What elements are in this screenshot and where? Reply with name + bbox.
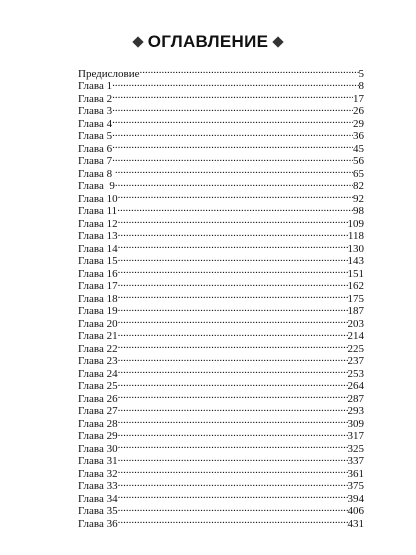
dot-leader [118, 452, 348, 465]
toc-heading [0, 30, 416, 54]
toc-entry-label: Глава 34 [78, 492, 118, 505]
dot-leader [118, 464, 348, 477]
toc-entry-page-number: 8 [358, 80, 364, 92]
toc-entry-label: Глава 24 [78, 367, 118, 380]
toc-entry-page-number: 56 [353, 155, 364, 167]
toc-entry-page-number: 361 [347, 467, 364, 480]
toc-entry-page-number: 375 [347, 480, 364, 492]
toc-entry-page-number: 98 [353, 205, 364, 217]
toc-entry-page-number: 337 [347, 455, 364, 467]
toc-entry-label: Глава 17 [78, 280, 118, 292]
dot-leader [118, 377, 348, 390]
toc-entry[interactable] [78, 489, 364, 505]
toc-entry-label: Глава 2 [78, 92, 113, 105]
toc-entry[interactable] [78, 327, 364, 340]
dot-leader [118, 264, 348, 277]
toc-entry-label: Глава 16 [78, 267, 118, 280]
toc-entry[interactable] [78, 102, 364, 115]
toc-entry-page-number: 293 [347, 405, 364, 417]
dot-leader [118, 514, 348, 527]
toc-entry[interactable] [78, 114, 364, 130]
toc-entry-label: Глава 28 [78, 417, 118, 430]
toc-entry[interactable] [78, 339, 364, 355]
dot-leader [118, 314, 348, 327]
toc-entry-page-number: 29 [353, 117, 364, 130]
toc-entry-label: Глава 12 [78, 217, 118, 230]
toc-entry-page-number: 406 [347, 505, 364, 517]
toc-entry[interactable] [78, 239, 364, 255]
toc-entry[interactable] [78, 477, 364, 490]
toc-entry-label: Глава 14 [78, 242, 118, 255]
dot-leader [118, 339, 348, 352]
toc-entry-page-number: 187 [347, 305, 364, 317]
toc-entry-label: Глава 3 [78, 105, 113, 117]
toc-entry-label: Глава 19 [78, 305, 118, 317]
toc-entry[interactable] [78, 77, 364, 90]
dot-leader [115, 177, 353, 190]
dot-leader [112, 114, 353, 127]
dot-leader [118, 227, 348, 240]
diamond-icon [273, 36, 284, 47]
toc-entry-page-number: 36 [353, 130, 364, 142]
dot-leader [112, 89, 353, 102]
toc-entry-label: Глава 31 [78, 455, 118, 467]
toc-entry-page-number: 309 [347, 417, 364, 430]
dot-leader [112, 77, 358, 90]
toc-entry[interactable] [78, 64, 364, 80]
toc-entry-label: Глава 13 [78, 230, 118, 242]
toc-entry-page-number: 253 [347, 367, 364, 380]
dot-leader [117, 202, 353, 215]
toc-entry-label: Глава 1 [78, 80, 113, 92]
toc-entry-page-number: 317 [347, 430, 364, 442]
toc-entry-page-number: 65 [353, 167, 364, 180]
toc-entry[interactable] [78, 439, 364, 455]
toc-entry-label: Глава 4 [78, 117, 113, 130]
dot-leader [118, 439, 348, 452]
toc-entry-label: Глава 20 [78, 317, 118, 330]
dot-leader [140, 64, 359, 77]
dot-leader [118, 427, 348, 440]
toc-entry[interactable] [78, 252, 364, 265]
toc-entry[interactable] [78, 227, 364, 240]
toc-entry-label: Глава 29 [78, 430, 118, 442]
dot-leader [118, 252, 348, 265]
toc-entry-label: Глава 22 [78, 342, 118, 355]
toc-entry-label: Глава 21 [78, 330, 118, 342]
toc-entry-label: Глава 35 [78, 505, 118, 517]
dot-leader [118, 302, 348, 315]
toc-entry-page-number: 203 [347, 317, 364, 330]
toc-entry-page-number: 431 [347, 517, 364, 530]
toc-entry-label: Глава 33 [78, 480, 118, 492]
toc-entry-page-number: 26 [353, 105, 364, 117]
toc-entry-label: Глава 9 [78, 180, 115, 192]
toc-entry-page-number: 151 [347, 267, 364, 280]
toc-entry-page-number: 5 [358, 67, 364, 80]
dot-leader [118, 477, 348, 490]
toc-entry[interactable] [78, 214, 364, 230]
toc-entry[interactable] [78, 427, 364, 440]
toc-entry-page-number: 237 [347, 355, 364, 367]
toc-entry-label: Глава 32 [78, 467, 118, 480]
toc-entry[interactable] [78, 89, 364, 105]
toc-entry[interactable] [78, 189, 364, 205]
table-of-contents [78, 64, 364, 530]
toc-entry[interactable] [78, 177, 364, 190]
toc-entry-page-number: 92 [353, 192, 364, 205]
toc-entry-page-number: 130 [347, 242, 364, 255]
dot-leader [118, 189, 353, 202]
toc-entry-label: Глава 15 [78, 255, 118, 267]
dot-leader [118, 352, 348, 365]
dot-leader [118, 289, 348, 302]
toc-entry-page-number: 325 [347, 442, 364, 455]
toc-entry[interactable] [78, 202, 364, 215]
toc-entry[interactable] [78, 514, 364, 530]
toc-entry-page-number: 109 [347, 217, 364, 230]
dot-leader [112, 127, 353, 140]
toc-entry-label: Глава 6 [78, 142, 113, 155]
toc-entry-page-number: 82 [353, 180, 364, 192]
toc-entry-label: Предисловие [78, 67, 140, 80]
toc-entry-page-number: 45 [353, 142, 364, 155]
toc-entry-label: Глава 5 [78, 130, 113, 142]
dot-leader [112, 102, 353, 115]
toc-entry-page-number: 175 [347, 292, 364, 305]
dot-leader [118, 502, 348, 515]
dot-leader [118, 414, 348, 427]
dot-leader [118, 277, 348, 290]
dot-leader [118, 327, 348, 340]
toc-entry-label: Глава 36 [78, 517, 118, 530]
dot-leader [118, 389, 348, 402]
toc-entry[interactable] [78, 502, 364, 515]
dot-leader [118, 364, 348, 377]
toc-entry-label: Глава 23 [78, 355, 118, 367]
toc-entry-label: Глава 10 [78, 192, 118, 205]
toc-entry[interactable] [78, 389, 364, 405]
dot-leader [118, 239, 348, 252]
toc-entry[interactable] [78, 277, 364, 290]
toc-entry-page-number: 225 [347, 342, 364, 355]
toc-entry-page-number: 17 [353, 92, 364, 105]
diamond-icon [132, 36, 143, 47]
toc-entry[interactable] [78, 264, 364, 280]
toc-entry-label: Глава 27 [78, 405, 118, 417]
toc-entry[interactable] [78, 414, 364, 430]
toc-entry-label: Глава 30 [78, 442, 118, 455]
toc-entry-label: Глава 11 [78, 205, 118, 217]
dot-leader [115, 164, 353, 177]
toc-entry-label: Глава 8 [78, 167, 115, 180]
toc-entry-label: Глава 25 [78, 380, 118, 392]
dot-leader [112, 139, 353, 152]
toc-entry-label: Глава 7 [78, 155, 113, 167]
toc-entry-label: Глава 26 [78, 392, 118, 405]
toc-entry-page-number: 264 [347, 380, 364, 392]
dot-leader [118, 489, 348, 502]
toc-entry[interactable] [78, 377, 364, 390]
toc-entry[interactable] [78, 289, 364, 305]
dot-leader [112, 152, 353, 165]
toc-entry[interactable] [78, 452, 364, 465]
toc-entry[interactable] [78, 139, 364, 155]
page-title: ОГЛАВЛЕНИЕ [147, 32, 269, 51]
toc-entry[interactable] [78, 314, 364, 330]
toc-entry-page-number: 287 [347, 392, 364, 405]
toc-entry-page-number: 143 [347, 255, 364, 267]
toc-entry-page-number: 118 [347, 230, 364, 242]
toc-entry[interactable] [78, 364, 364, 380]
toc-entry[interactable] [78, 402, 364, 415]
toc-entry[interactable] [78, 302, 364, 315]
toc-entry[interactable] [78, 464, 364, 480]
toc-entry-page-number: 162 [347, 280, 364, 292]
dot-leader [118, 402, 348, 415]
toc-entry[interactable] [78, 164, 364, 180]
toc-entry[interactable] [78, 127, 364, 140]
toc-entry[interactable] [78, 152, 364, 165]
toc-entry-page-number: 214 [347, 330, 364, 342]
dot-leader [118, 214, 348, 227]
toc-entry-page-number: 394 [347, 492, 364, 505]
toc-entry-label: Глава 18 [78, 292, 118, 305]
toc-entry[interactable] [78, 352, 364, 365]
